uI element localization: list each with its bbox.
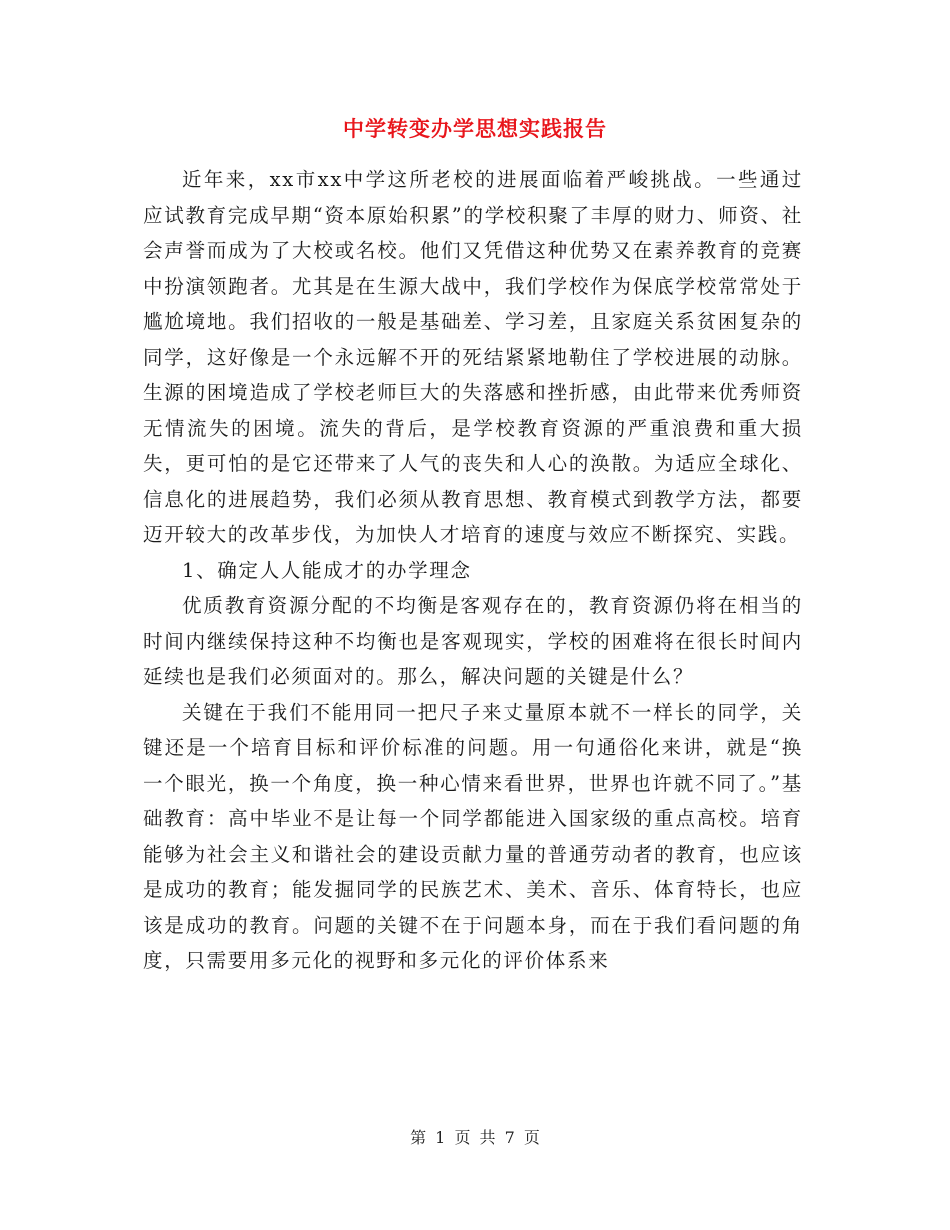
section-heading-1: 1、确定人人能成才的办学理念 — [182, 558, 472, 582]
page-footer: 第 1 页 共 7 页 — [410, 1128, 540, 1147]
document-title: 中学转变办学思想实践报告 — [343, 116, 607, 141]
document-body — [143, 162, 803, 979]
paragraph-resources: 优质教育资源分配的不均衡是客观存在的，教育资源仍将在相当的时间内继续保持这种不均衡也是客观现实，学校的困难将在很长时间内延续也是我们必须面对的。那么，解决问题的关键是什么？ — [143, 594, 803, 688]
paragraph-intro: 近年来，xx市xx中学这所老校的进展面临着严峻挑战。一些通过应试教育完成早期“资本原始积累”的学校积聚了丰厚的财力、师资、社会声誉而成为了大校或名校。他们又凭借这种优势又在素养教育的竞赛中扮演领跑者。尤其是在生源大战中，我们学校作为保底学校常常处于尴尬境地。我们招收的一般是基础差、学习差，且家庭关系贫困复杂的同学，这好像是一个永远解不开的死结紧紧地勒住了学校进展的动脉。生源的困境造成了学校老师巨大的失落感和挫折感，由此带来优秀师资无情流失的困境。流失的背后，是学校教育资源的严重浪费和重大损失，更可怕的是它还带来了人气的丧失和人心的涣散。为适应全球化、信息化的进展趋势，我们必须从教育思想、教育模式到教学方法，都要迈开较大的改革步伐，为加快人才培育的速度与效应不断探究、实践。 — [143, 168, 803, 546]
paragraph-key: 关键在于我们不能用同一把尺子来丈量原本就不一样长的同学，关键还是一个培育目标和评价标准的问题。用一句通俗化来讲，就是“换一个眼光，换一个角度，换一种心情来看世界，世界也许就不同了。”基础教育：高中毕业不是让每一个同学都能进入国家级的重点高校。培育能够为社会主义和谐社会的建设贡献力量的普通劳动者的教育，也应该是成功的教育；能发掘同学的民族艺术、美术、音乐、体育特长，也应该是成功的教育。问题的关键不在于问题本身，而在于我们看问题的角度，只需要用多元化的视野和多元化的评价体系来 — [143, 700, 803, 972]
